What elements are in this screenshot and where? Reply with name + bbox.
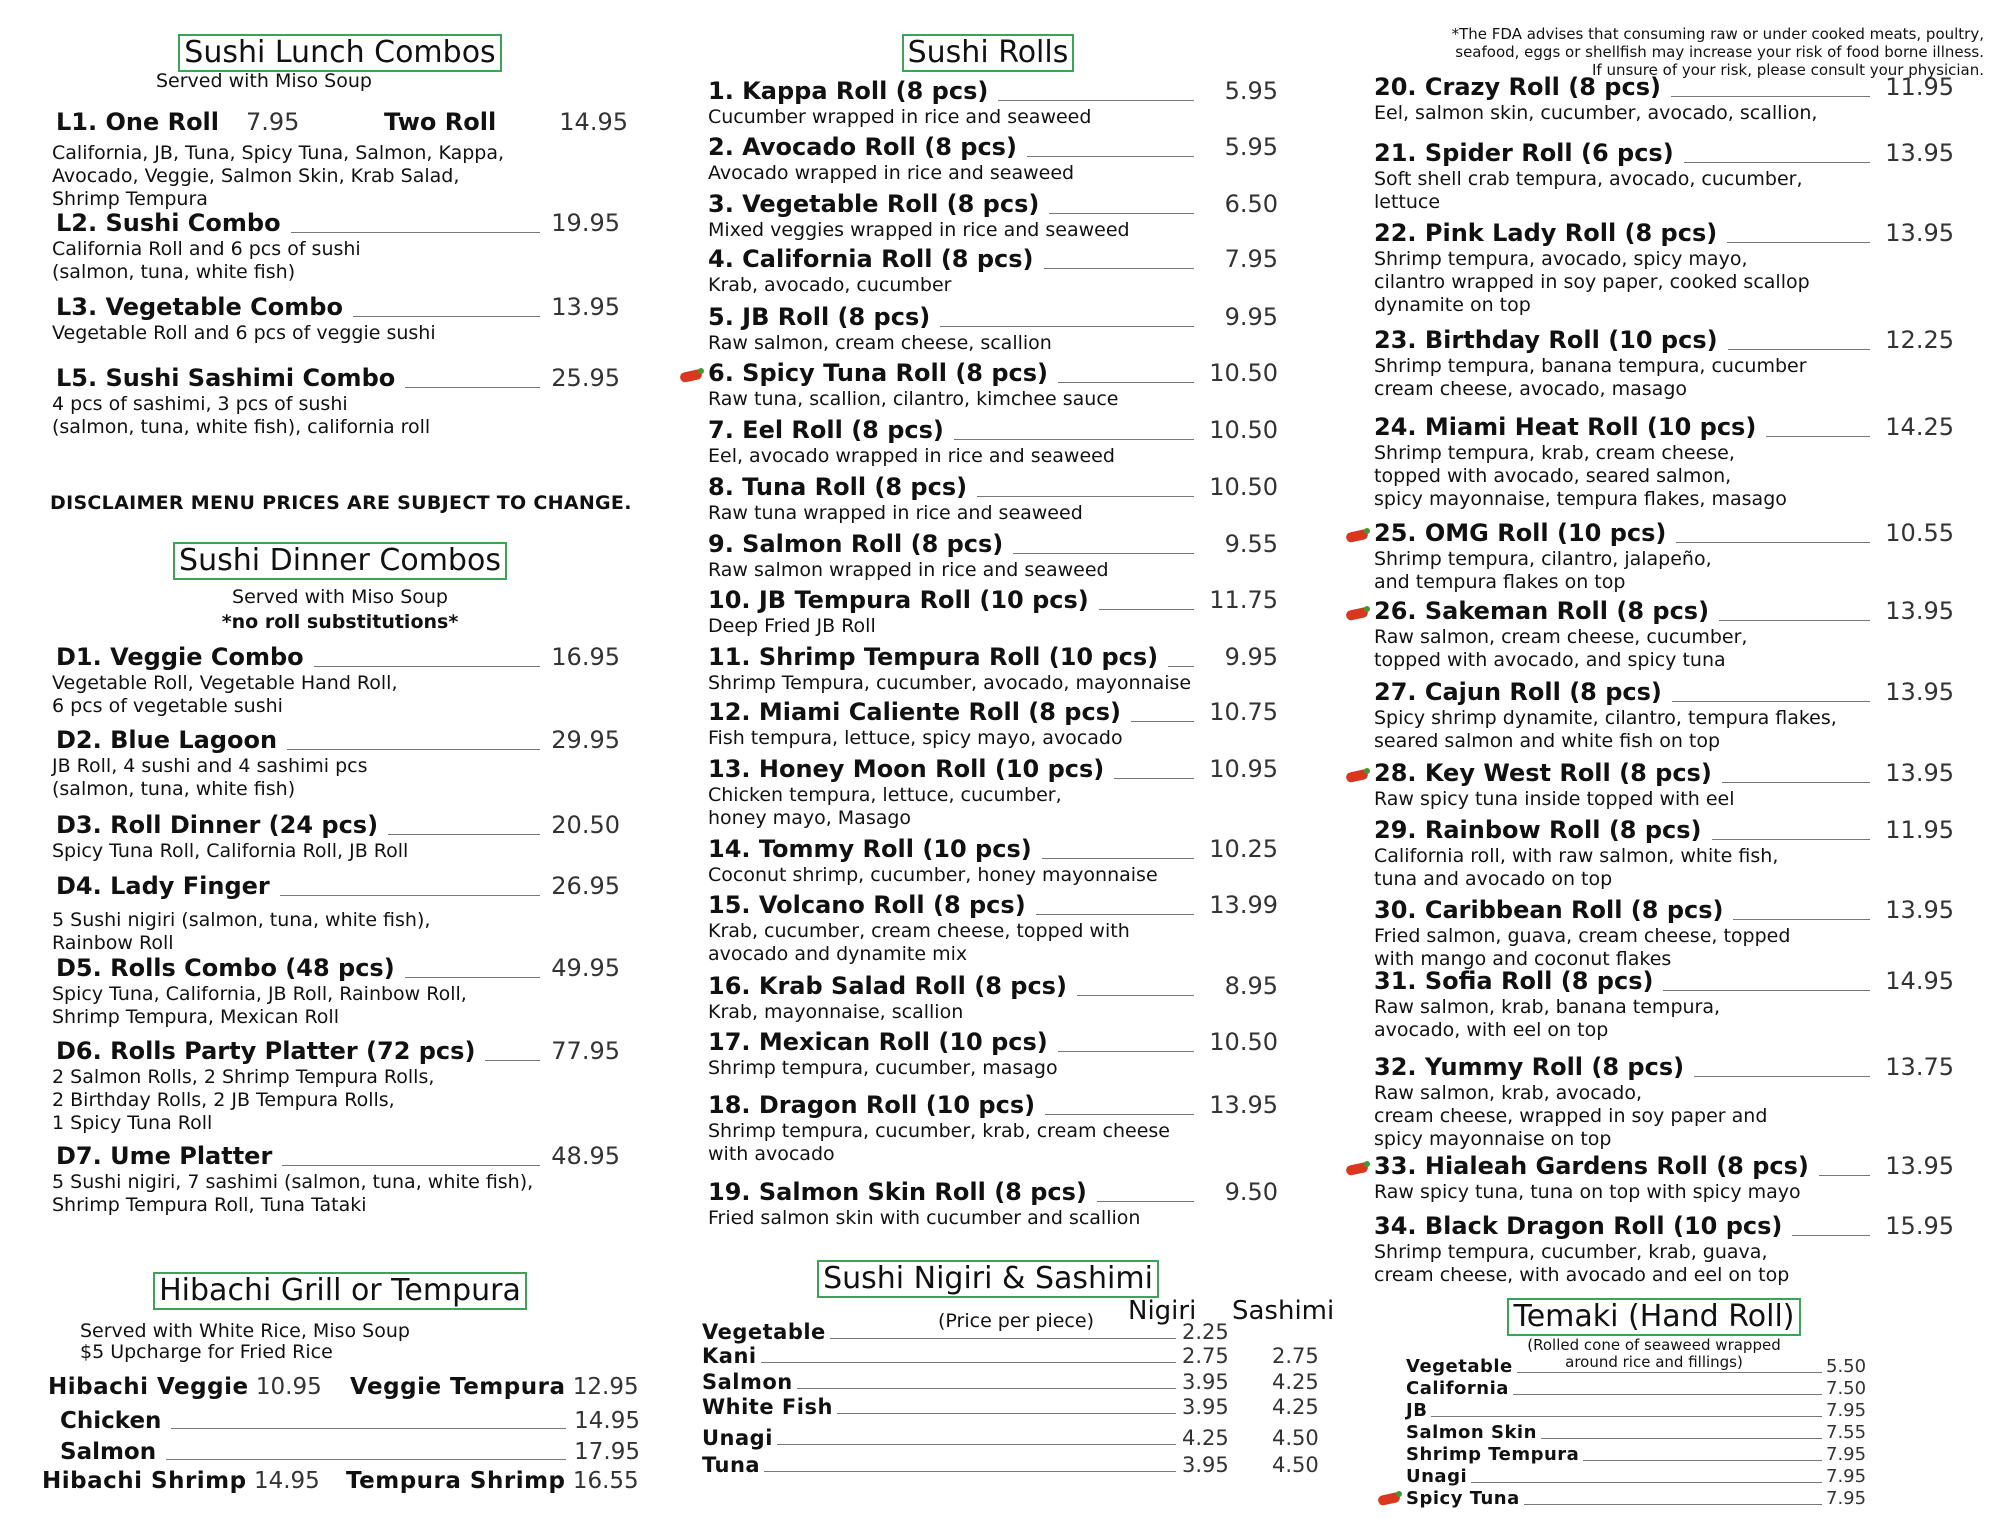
fish-name: Unagi: [702, 1426, 773, 1450]
menu-item: [708, 697, 1278, 750]
item-price: 10.25: [1209, 835, 1278, 863]
temaki-name: Unagi: [1406, 1466, 1468, 1487]
menu-item: [1374, 1151, 1954, 1204]
item-name: L1. One Roll: [56, 108, 220, 136]
item-price: 6.50: [1224, 190, 1278, 218]
item-name: 32. Yummy Roll (8 pcs): [1374, 1053, 1685, 1081]
temaki-price: 7.95: [1826, 1488, 1867, 1509]
item-name: 2. Avocado Roll (8 pcs): [708, 133, 1017, 161]
leader-line: [1672, 700, 1870, 702]
fish-name: Tuna: [702, 1453, 761, 1477]
temaki-sub: (Rolled cone of seaweed wrapped around rice and fillings): [1527, 1336, 1781, 1371]
item-description: Raw salmon, cream cheese, cucumber, topped with avocado, and spicy tuna: [1374, 626, 1748, 671]
leader-line: [1792, 1234, 1870, 1236]
leader-line: [1044, 267, 1194, 269]
temaki-price: 5.50: [1826, 1356, 1867, 1377]
item-description: Mixed veggies wrapped in rice and seaweed: [708, 219, 1130, 241]
lunch-title: Sushi Lunch Combos: [178, 34, 501, 72]
item-price: 14.95: [1885, 967, 1954, 995]
hibachi-sub1: Served with White Rice, Miso Soup: [80, 1320, 410, 1342]
chili-pepper-icon: [1376, 1491, 1402, 1505]
menu-item: [1374, 1052, 1954, 1151]
item-price: 13.95: [1885, 678, 1954, 706]
menu-item: [708, 754, 1278, 830]
leader-line: [1036, 913, 1194, 915]
leader-line: [1049, 212, 1194, 214]
item-price: 12.25: [1885, 326, 1954, 354]
item-description: Shrimp tempura, cucumber, krab, guava, cream cheese, with avocado and eel on top: [1374, 1241, 1790, 1286]
item-price: 10.50: [1209, 416, 1278, 444]
item-price: 13.95: [1885, 597, 1954, 625]
item-price: 11.75: [1209, 586, 1278, 614]
leader-line: [1114, 777, 1194, 779]
temaki-price: 7.95: [1826, 1466, 1867, 1487]
nigiri-price: 2.25: [1182, 1320, 1229, 1344]
hibachi-title: Hibachi Grill or Tempura: [153, 1272, 527, 1310]
item-description: California roll, with raw salmon, white fish, tuna and avocado on top: [1374, 845, 1779, 890]
leader-line: [764, 1471, 1176, 1472]
leader-line: [1671, 95, 1870, 97]
item-price: 13.95: [1885, 1152, 1954, 1180]
item-price: 13.95: [1885, 219, 1954, 247]
item-description: Shrimp tempura, cucumber, masago: [708, 1057, 1058, 1079]
hibachi-veggie: Hibachi Veggie: [48, 1374, 249, 1400]
item-price: 13.95: [1885, 759, 1954, 787]
leader-line: [1131, 720, 1194, 722]
menu-item: [708, 834, 1278, 887]
item-price: 5.95: [1224, 77, 1278, 105]
leader-line: [1524, 1504, 1822, 1505]
menu-item: [708, 1177, 1278, 1230]
item-name: 11. Shrimp Tempura Roll (10 pcs): [708, 643, 1159, 671]
leader-line: [1541, 1438, 1822, 1439]
item-price: 5.95: [1224, 133, 1278, 161]
temaki-name: Vegetable: [1406, 1356, 1513, 1377]
item-price: 10.55: [1885, 519, 1954, 547]
nigiri-title: Sushi Nigiri & Sashimi: [817, 1260, 1159, 1298]
nigiri-price: 3.95: [1182, 1395, 1229, 1419]
item-price: 8.95: [1224, 972, 1278, 1000]
nigiri-price: 3.95: [1182, 1453, 1229, 1477]
menu-item: [1374, 325, 1954, 401]
leader-line: [1099, 608, 1194, 610]
menu-item: [1374, 412, 1954, 511]
nigiri-price: 2.75: [1182, 1344, 1229, 1368]
temaki-section-header: [1374, 1298, 1934, 1336]
item-description: Fish tempura, lettuce, spicy mayo, avocado: [708, 727, 1123, 749]
item-name: 16. Krab Salad Roll (8 pcs): [708, 972, 1067, 1000]
item-price: 13.95: [1885, 139, 1954, 167]
menu-item: [1374, 218, 1954, 317]
temaki-name: Salmon Skin: [1406, 1422, 1537, 1443]
item-price: 9.95: [1224, 643, 1278, 671]
item-price: 13.75: [1885, 1053, 1954, 1081]
item-description: Eel, salmon skin, cucumber, avocado, scallion,: [1374, 102, 1818, 124]
leader-line: [761, 1362, 1176, 1363]
menu-item: [1374, 518, 1954, 594]
item-name: 15. Volcano Roll (8 pcs): [708, 891, 1026, 919]
menu-item-d5: D5. Rolls Combo (48 pcs) 49.95 Spicy Tuna, California, JB Roll, Rainbow Roll, Shrimp Tempura, Mexican Roll: [52, 954, 620, 1028]
lunch-subtitle: Served with Miso Soup: [156, 70, 372, 92]
nigiri-row: [702, 1318, 1342, 1344]
rolls-title: Sushi Rolls: [902, 34, 1075, 72]
item-name: 13. Honey Moon Roll (10 pcs): [708, 755, 1105, 783]
hibachi-row-shrimp: Hibachi Shrimp 14.95: [42, 1468, 320, 1494]
hibachi-row-1b: Veggie Tempura 12.95: [350, 1374, 639, 1400]
item-description: Soft shell crab tempura, avocado, cucumber, lettuce: [1374, 168, 1803, 213]
leader-line: [1733, 918, 1870, 920]
item-description: Coconut shrimp, cucumber, honey mayonnaise: [708, 864, 1158, 886]
menu-item: [1374, 966, 1954, 1042]
menu-item: [708, 1027, 1278, 1080]
item-name: 26. Sakeman Roll (8 pcs): [1374, 597, 1710, 625]
menu-item: [708, 302, 1278, 355]
item-name: 20. Crazy Roll (8 pcs): [1374, 73, 1661, 101]
menu-item: [708, 358, 1278, 411]
item-price: 9.50: [1224, 1178, 1278, 1206]
item-name: 22. Pink Lady Roll (8 pcs): [1374, 219, 1718, 247]
leader-line: [1513, 1394, 1822, 1395]
leader-line: [1719, 619, 1870, 621]
item-price: 14.25: [1885, 413, 1954, 441]
item-description: Shrimp tempura, cucumber, krab, cream cheese with avocado: [708, 1120, 1170, 1165]
sashimi-price: 2.75: [1272, 1344, 1319, 1368]
menu-item-d6: D6. Rolls Party Platter (72 pcs) 77.95 2 Salmon Rolls, 2 Shrimp Tempura Rolls, 2 Birthday Rolls, 2 JB Tempura Rolls, 1 Spicy Tuna Roll: [52, 1037, 620, 1134]
item-description: Fried salmon skin with cucumber and scallion: [708, 1207, 1141, 1229]
item-description: Shrimp tempura, cilantro, jalapeño, and tempura flakes on top: [1374, 548, 1712, 593]
price-disclaimer: DISCLAIMER MENU PRICES ARE SUBJECT TO CHANGE.: [50, 492, 632, 514]
item-price: 7.95: [246, 108, 300, 136]
item-name: 33. Hialeah Gardens Roll (8 pcs): [1374, 1152, 1809, 1180]
item-name: 5. JB Roll (8 pcs): [708, 303, 931, 331]
leader-line: [1042, 857, 1194, 859]
item-name: 18. Dragon Roll (10 pcs): [708, 1091, 1036, 1119]
temaki-row: [1406, 1421, 1876, 1443]
item-description: Shrimp tempura, krab, cream cheese, topped with avocado, seared salmon, spicy mayonnaise, tempura flakes, masago: [1374, 442, 1787, 510]
sashimi-price: 4.50: [1272, 1453, 1319, 1477]
nigiri-row: [702, 1424, 1342, 1450]
item-name: 24. Miami Heat Roll (10 pcs): [1374, 413, 1757, 441]
leader-line: [1766, 435, 1870, 437]
menu-item: [1374, 596, 1954, 672]
temaki-row: [1406, 1443, 1876, 1465]
menu-item-l5: L5. Sushi Sashimi Combo 25.95 4 pcs of sashimi, 3 pcs of sushi (salmon, tuna, white fish), california roll: [52, 364, 620, 438]
menu-item: [708, 189, 1278, 242]
item-name: 17. Mexican Roll (10 pcs): [708, 1028, 1048, 1056]
item-description: Avocado wrapped in rice and seaweed: [708, 162, 1075, 184]
hibachi-sub2: $5 Upcharge for Fried Rice: [80, 1341, 333, 1363]
lunch-section-header: [40, 34, 640, 72]
item-description: Krab, cucumber, cream cheese, topped with avocado and dynamite mix: [708, 920, 1130, 965]
leader-line: [797, 1388, 1176, 1389]
chili-pepper-icon: [1344, 768, 1370, 782]
item-price: 13.95: [1209, 1091, 1278, 1119]
leader-line: [1722, 781, 1870, 783]
item-name: 31. Sofia Roll (8 pcs): [1374, 967, 1654, 995]
item-description: Chicken tempura, lettuce, cucumber, honey mayo, Masago: [708, 784, 1062, 829]
item-name: 7. Eel Roll (8 pcs): [708, 416, 944, 444]
menu-item-d4: D4. Lady Finger 26.95 5 Sushi nigiri (salmon, tuna, white fish), Rainbow Roll: [52, 872, 620, 954]
item-name: 6. Spicy Tuna Roll (8 pcs): [708, 359, 1049, 387]
item-name: 10. JB Tempura Roll (10 pcs): [708, 586, 1089, 614]
leader-line: [1431, 1416, 1822, 1417]
item-price: 11.95: [1885, 73, 1954, 101]
temaki-price: 7.95: [1826, 1444, 1867, 1465]
temaki-row: [1406, 1465, 1876, 1487]
item-description: Spicy shrimp dynamite, cilantro, tempura flakes, seared salmon and white fish on top: [1374, 707, 1837, 752]
item-name: 25. OMG Roll (10 pcs): [1374, 519, 1667, 547]
item-desc-l1: California, JB, Tuna, Spicy Tuna, Salmon, Kappa, Avocado, Veggie, Salmon Skin, Krab Salad, Shrimp Tempura: [52, 142, 505, 210]
item-description: Raw salmon, krab, banana tempura, avocado, with eel on top: [1374, 996, 1721, 1041]
menu-item-d7: D7. Ume Platter 48.95 5 Sushi nigiri, 7 sashimi (salmon, tuna, white fish), Shrimp Tempura Roll, Tuna Tataki: [52, 1142, 620, 1216]
menu-item: [1374, 895, 1954, 971]
chili-pepper-icon: [1344, 528, 1370, 542]
menu-item-d3: D3. Roll Dinner (24 pcs) 20.50 Spicy Tuna Roll, California Roll, JB Roll: [52, 811, 620, 862]
item-description: Eel, avocado wrapped in rice and seaweed: [708, 445, 1115, 467]
menu-item: [708, 472, 1278, 525]
menu-item: [708, 642, 1278, 695]
veggie-tempura: Veggie Tempura: [350, 1374, 566, 1400]
menu-item: [708, 132, 1278, 185]
chili-pepper-icon: [678, 368, 704, 382]
temaki-title: Temaki (Hand Roll): [1507, 1298, 1800, 1336]
fish-name: Kani: [702, 1344, 757, 1368]
fda-advisory: *The FDA advises that consuming raw or under cooked meats, poultry, seafood, eggs or shellfish may increase your risk of food borne illness. If unsure of your risk, please consult your physician.: [1451, 25, 1984, 79]
leader-line: [1694, 1075, 1870, 1077]
item-name: 4. California Roll (8 pcs): [708, 245, 1034, 273]
leader-line: [830, 1338, 1176, 1339]
hibachi-row-shrimp-tempura: Tempura Shrimp 16.55: [346, 1468, 639, 1494]
menu-item: [1374, 138, 1954, 214]
hibachi-row-chicken: Chicken 14.95: [60, 1408, 640, 1434]
sashimi-price: 4.25: [1272, 1395, 1319, 1419]
fish-name: White Fish: [702, 1395, 833, 1419]
leader-line: [1728, 348, 1870, 350]
temaki-name: California: [1406, 1378, 1509, 1399]
item-description: Raw salmon wrapped in rice and seaweed: [708, 559, 1109, 581]
temaki-name: JB: [1406, 1400, 1428, 1421]
nigiri-price: 4.25: [1182, 1426, 1229, 1450]
fish-name: Vegetable: [702, 1320, 826, 1344]
menu-item: [1374, 1211, 1954, 1287]
leader-line: [977, 495, 1194, 497]
leader-line: [954, 438, 1194, 440]
dinner-subtitle: Served with Miso Soup: [232, 586, 448, 608]
item-name: 12. Miami Caliente Roll (8 pcs): [708, 698, 1121, 726]
nigiri-row: [702, 1393, 1342, 1419]
temaki-price: 7.50: [1826, 1378, 1867, 1399]
item-name: 23. Birthday Roll (10 pcs): [1374, 326, 1718, 354]
leader-line: [1097, 1200, 1194, 1202]
leader-line: [1027, 155, 1194, 157]
leader-line: [1712, 838, 1870, 840]
menu-item: [1374, 758, 1954, 811]
item-name: 29. Rainbow Roll (8 pcs): [1374, 816, 1702, 844]
item-name: 8. Tuna Roll (8 pcs): [708, 473, 968, 501]
hibachi-section-header: [40, 1272, 640, 1310]
item-description: Raw salmon, cream cheese, scallion: [708, 332, 1052, 354]
item-name: 1. Kappa Roll (8 pcs): [708, 77, 989, 105]
dinner-note: *no roll substitutions*: [221, 611, 459, 633]
item-name: 9. Salmon Roll (8 pcs): [708, 530, 1004, 558]
item-description: Raw tuna, scallion, cilantro, kimchee sauce: [708, 388, 1119, 410]
leader-line: [1517, 1372, 1822, 1373]
nigiri-section-header: [708, 1260, 1268, 1298]
item-description: Shrimp tempura, avocado, spicy mayo, cilantro wrapped in soy paper, cooked scallop dynamite on top: [1374, 248, 1810, 316]
item-name: 14. Tommy Roll (10 pcs): [708, 835, 1032, 863]
leader-line: [1058, 1050, 1194, 1052]
item-description: Deep Fried JB Roll: [708, 615, 876, 637]
item-name: 19. Salmon Skin Roll (8 pcs): [708, 1178, 1087, 1206]
menu-item-l1: [56, 107, 686, 137]
item-price: 10.95: [1209, 755, 1278, 783]
nigiri-price: 3.95: [1182, 1370, 1229, 1394]
menu-item-d1: D1. Veggie Combo 16.95 Vegetable Roll, Vegetable Hand Roll, 6 pcs of vegetable sushi: [52, 643, 620, 717]
item-name-two-roll: Two Roll: [384, 108, 497, 136]
item-price: 13.95: [1885, 896, 1954, 924]
item-description: Raw tuna wrapped in rice and seaweed: [708, 502, 1083, 524]
item-price: 7.95: [1224, 245, 1278, 273]
item-description: Raw salmon, krab, avocado, cream cheese, wrapped in soy paper and spicy mayonnaise on top: [1374, 1082, 1768, 1150]
leader-line: [1077, 994, 1194, 996]
item-name: 30. Caribbean Roll (8 pcs): [1374, 896, 1724, 924]
dinner-section-header: [40, 542, 640, 580]
menu-item-d2: D2. Blue Lagoon 29.95 JB Roll, 4 sushi and 4 sashimi pcs (salmon, tuna, white fish): [52, 726, 620, 800]
menu-item: [1374, 815, 1954, 891]
leader-line: [1819, 1174, 1870, 1176]
chili-pepper-icon: [1344, 1161, 1370, 1175]
item-name: 34. Black Dragon Roll (10 pcs): [1374, 1212, 1783, 1240]
menu-item-l3: L3. Vegetable Combo 13.95 Vegetable Roll and 6 pcs of veggie sushi: [52, 293, 620, 344]
temaki-row: [1406, 1399, 1876, 1421]
nigiri-row: [702, 1368, 1342, 1394]
menu-item: [708, 585, 1278, 638]
menu-item: [708, 890, 1278, 966]
item-price: 10.50: [1209, 359, 1278, 387]
item-price: 10.75: [1209, 698, 1278, 726]
item-price: 9.95: [1224, 303, 1278, 331]
menu-item: [708, 1090, 1278, 1166]
chili-pepper-icon: [1344, 606, 1370, 620]
leader-line: [1168, 665, 1194, 667]
sashimi-price: 4.50: [1272, 1426, 1319, 1450]
item-description: Raw spicy tuna inside topped with eel: [1374, 788, 1735, 810]
temaki-price: 7.95: [1826, 1400, 1867, 1421]
fish-name: Salmon: [702, 1370, 793, 1394]
item-description: Cucumber wrapped in rice and seaweed: [708, 106, 1092, 128]
menu-item: [1374, 72, 1954, 125]
leader-line: [1471, 1482, 1822, 1483]
menu-item: [708, 529, 1278, 582]
leader-line: [998, 99, 1194, 101]
leader-line: [777, 1444, 1176, 1445]
menu-item-l2: L2. Sushi Combo 19.95 California Roll and 6 pcs of sushi (salmon, tuna, white fish): [52, 209, 620, 283]
menu-item: [708, 971, 1278, 1024]
leader-line: [1058, 381, 1194, 383]
item-price: 9.55: [1224, 530, 1278, 558]
hibachi-row-salmon: Salmon 17.95: [60, 1439, 640, 1465]
item-price: 11.95: [1885, 816, 1954, 844]
temaki-row: [1406, 1377, 1876, 1399]
item-price: 15.95: [1885, 1212, 1954, 1240]
leader-line: [1684, 161, 1870, 163]
rolls-section-header: [708, 34, 1268, 72]
leader-line: [1013, 552, 1194, 554]
item-description: Fried salmon, guava, cream cheese, topped with mango and coconut flakes: [1374, 925, 1791, 970]
menu-item: [708, 76, 1278, 129]
temaki-row: [1406, 1355, 1876, 1377]
leader-line: [837, 1413, 1176, 1414]
nigiri-row: [702, 1342, 1342, 1368]
temaki-name: Spicy Tuna: [1406, 1488, 1520, 1509]
item-name: 27. Cajun Roll (8 pcs): [1374, 678, 1662, 706]
nigiri-col-header: Nigiri: [1128, 1296, 1197, 1326]
leader-line: [1727, 241, 1870, 243]
item-name: 28. Key West Roll (8 pcs): [1374, 759, 1712, 787]
sashimi-col-header: Sashimi: [1232, 1296, 1335, 1326]
sashimi-price: 4.25: [1272, 1370, 1319, 1394]
dinner-title: Sushi Dinner Combos: [173, 542, 507, 580]
item-description: Shrimp tempura, banana tempura, cucumber cream cheese, avocado, masago: [1374, 355, 1807, 400]
leader-line: [940, 325, 1194, 327]
menu-item: [1374, 677, 1954, 753]
temaki-name: Shrimp Tempura: [1406, 1444, 1580, 1465]
item-description: Krab, mayonnaise, scallion: [708, 1001, 964, 1023]
item-name: 21. Spider Roll (6 pcs): [1374, 139, 1674, 167]
item-price-two-roll: 14.95: [559, 108, 628, 136]
temaki-row: [1406, 1487, 1876, 1509]
hibachi-row-1: Hibachi Veggie 10.95: [48, 1374, 322, 1400]
item-description: Krab, avocado, cucumber: [708, 274, 952, 296]
nigiri-row: [702, 1451, 1342, 1477]
temaki-price: 7.55: [1826, 1422, 1867, 1443]
item-name: 3. Vegetable Roll (8 pcs): [708, 190, 1040, 218]
item-price: 10.50: [1209, 473, 1278, 501]
menu-item: [708, 244, 1278, 297]
item-price: 10.50: [1209, 1028, 1278, 1056]
leader-line: [1045, 1113, 1194, 1115]
leader-line: [1676, 541, 1870, 543]
leader-line: [1663, 989, 1870, 991]
item-price: 13.99: [1209, 891, 1278, 919]
leader-line: [1583, 1460, 1822, 1461]
item-description: Shrimp Tempura, cucumber, avocado, mayonnaise: [708, 672, 1192, 694]
item-description: Raw spicy tuna, tuna on top with spicy mayo: [1374, 1181, 1801, 1203]
menu-item: [708, 415, 1278, 468]
nigiri-price-note: (Price per piece): [938, 1310, 1094, 1332]
